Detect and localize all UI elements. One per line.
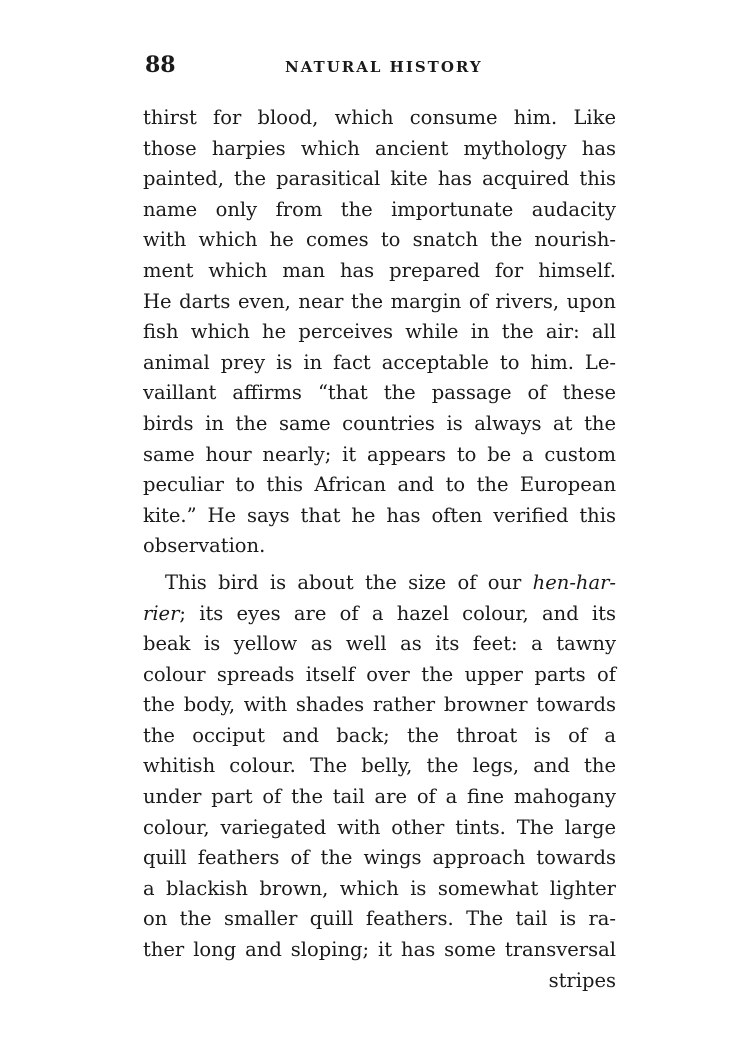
text-line: thirst for blood, which consume him. Like [143, 106, 616, 129]
text-line: ment which man has prepared for himself. [143, 258, 616, 282]
text-line: the body, with shades rather browner towards [143, 693, 616, 717]
text-line: fish which he perceives while in the air: all [143, 320, 616, 344]
text-line: colour spreads itself over the upper parts of [143, 662, 616, 686]
text-line: with which he comes to snatch the nourish- [143, 228, 616, 252]
text-line: those harpies which ancient mythology has [143, 136, 616, 160]
text-run: This bird is about the size of our [165, 570, 533, 594]
text-line: quill feathers of the wings approach towards [143, 846, 616, 870]
text-line: painted, the parasitical kite has acquired this [143, 167, 616, 191]
text-line [143, 599, 616, 630]
text-line: colour, variegated with other tints. The large [143, 815, 616, 839]
text-line: kite.” He says that he has often verified this [143, 503, 616, 527]
text-line: a blackish brown, which is somewhat lighter [143, 876, 616, 900]
text-line: He darts even, near the margin of rivers, upon [143, 289, 616, 313]
text-line: peculiar to this African and to the European [143, 473, 616, 497]
text-line: on the smaller quill feathers. The tail is ra- [143, 907, 616, 931]
text-line: whitish colour. The belly, the legs, and the [143, 754, 616, 778]
text-line: the occiput and back; the throat is of a [143, 723, 616, 747]
body-text [143, 103, 616, 996]
page-number: 88 [145, 52, 176, 78]
text-line: under part of the tail are of a fine mahogany [143, 785, 616, 809]
paragraph-1 [143, 103, 616, 562]
text-line: vaillant affirms “that the passage of these [143, 381, 616, 405]
italic-term: hen-har- [532, 570, 616, 594]
text-line: beak is yellow as well as its feet: a tawny [143, 632, 616, 656]
text-line: observation. [143, 534, 266, 558]
text-line: birds in the same countries is always at the [143, 411, 616, 435]
text-line: animal prey is in fact acceptable to him. Le- [143, 350, 616, 374]
text-run: ; its eyes are of a hazel colour, and its [179, 601, 616, 625]
running-head: NATURAL HISTORY [285, 58, 483, 76]
catchword: stripes [548, 968, 616, 992]
paragraph-2 [143, 568, 616, 996]
text-line: name only from the importunate audacity [143, 197, 616, 221]
italic-term: rier [143, 601, 180, 625]
text-line: same hour nearly; it appears to be a custom [143, 442, 616, 466]
text-line: ther long and sloping; it has some transversal [143, 938, 616, 962]
text-line [143, 568, 616, 599]
